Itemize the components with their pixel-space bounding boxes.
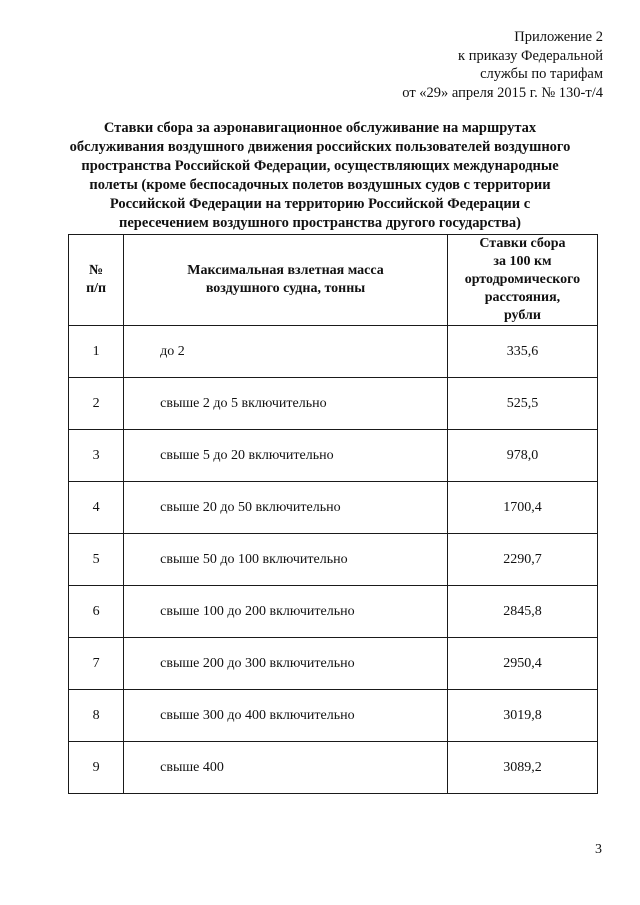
- header-mass: [124, 235, 448, 326]
- cell-num: 9: [69, 742, 124, 794]
- cell-num: 4: [69, 482, 124, 534]
- cell-rate: 1700,4: [447, 482, 597, 534]
- rates-table: [68, 234, 598, 794]
- cell-num: 6: [69, 586, 124, 638]
- table-row: [69, 378, 598, 430]
- table-row: [69, 326, 598, 378]
- appendix-line: Приложение 2: [514, 29, 603, 45]
- cell-mass: свыше 20 до 50 включительно: [124, 482, 448, 534]
- cell-rate: 3089,2: [447, 742, 597, 794]
- title-line: пересечением воздушного пространства другого государства): [118, 215, 522, 231]
- table-row: [69, 482, 598, 534]
- header-num: [69, 235, 124, 326]
- title-line: полеты (кроме беспосадочных полетов воздушных судов с территории: [89, 177, 551, 193]
- cell-num: 2: [69, 378, 124, 430]
- cell-num: 8: [69, 690, 124, 742]
- header-rate-line: расстояния,: [484, 290, 561, 305]
- cell-rate: 2845,8: [447, 586, 597, 638]
- cell-mass: свыше 400: [124, 742, 448, 794]
- cell-rate: 978,0: [447, 430, 597, 482]
- page-number: 3: [595, 842, 602, 857]
- header-mass-line: Максимальная взлетная масса: [187, 263, 384, 278]
- cell-mass: свыше 2 до 5 включительно: [124, 378, 448, 430]
- cell-mass: свыше 100 до 200 включительно: [124, 586, 448, 638]
- title-line: Ставки сбора за аэронавигационное обслуживание на маршрутах: [103, 120, 537, 136]
- appendix-line: к приказу Федеральной: [458, 47, 603, 64]
- cell-mass: свыше 50 до 100 включительно: [124, 534, 448, 586]
- table-row: [69, 742, 598, 794]
- title-line: Российской Федерации на территорию Российской Федерации с: [109, 196, 531, 212]
- table-row: [69, 690, 598, 742]
- table-row: [69, 430, 598, 482]
- header-num-line: п/п: [86, 281, 107, 296]
- cell-num: 3: [69, 430, 124, 482]
- cell-num: 1: [69, 326, 124, 378]
- document-title: [40, 119, 600, 233]
- table-row: [69, 534, 598, 586]
- header-mass-line: воздушного судна, тонны: [205, 281, 366, 296]
- header-rate: [447, 235, 597, 326]
- cell-num: 5: [69, 534, 124, 586]
- header-rate-line: ортодромического: [464, 272, 581, 287]
- cell-mass: свыше 200 до 300 включительно: [124, 638, 448, 690]
- table-row: [69, 638, 598, 690]
- header-rate-line: Ставки сбора: [479, 236, 566, 251]
- cell-num: 7: [69, 638, 124, 690]
- header-num-line: №: [89, 263, 104, 278]
- title-line: обслуживания воздушного движения российских пользователей воздушного: [69, 139, 571, 155]
- cell-rate: 2950,4: [447, 638, 597, 690]
- cell-rate: 3019,8: [447, 690, 597, 742]
- header-rate-line: рубли: [503, 308, 541, 323]
- table-row: [69, 586, 598, 638]
- cell-mass: свыше 5 до 20 включительно: [124, 430, 448, 482]
- cell-rate: 2290,7: [447, 534, 597, 586]
- title-line: пространства Российской Федерации, осуществляющих международные: [81, 158, 559, 174]
- appendix-line: от «29» апреля 2015 г. № 130-т/4: [402, 84, 603, 101]
- table-header-row: [69, 235, 598, 326]
- cell-rate: 335,6: [447, 326, 597, 378]
- appendix-line: службы по тарифам: [480, 66, 603, 82]
- cell-rate: 525,5: [447, 378, 597, 430]
- header-rate-line: за 100 км: [493, 254, 552, 269]
- appendix-header: [402, 28, 603, 102]
- cell-mass: свыше 300 до 400 включительно: [124, 690, 448, 742]
- cell-mass: до 2: [124, 326, 448, 378]
